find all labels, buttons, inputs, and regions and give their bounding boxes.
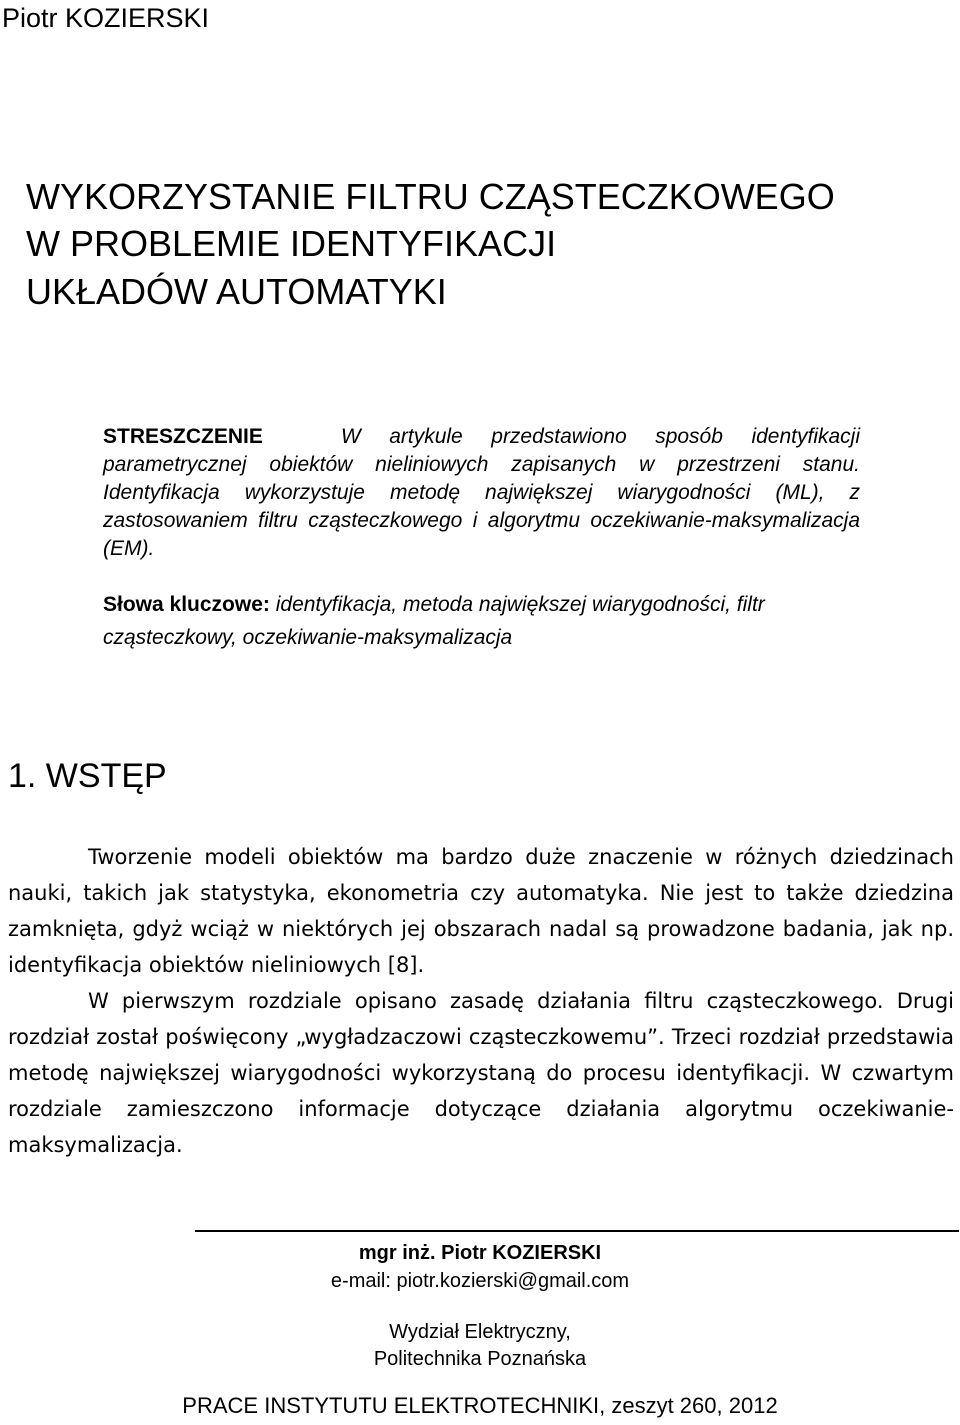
keywords-label: Słowa kluczowe [103,593,263,616]
running-header-author: Piotr KOZIERSKI [2,3,210,33]
footnote-email: e-mail: piotr.kozierski@gmail.com [330,1270,630,1292]
keywords-text: identyfikacja, metoda największej wiarygodności, filtr cząsteczkowy, oczekiwanie-maksymalizacja [103,593,765,649]
footnote-divider [195,1230,959,1232]
title-line-3: UKŁADÓW AUTOMATYKI [26,271,447,312]
abstract [103,423,860,563]
section-heading: 1. WSTĘP [8,757,167,795]
keywords [103,588,860,654]
keywords-colon: : [262,593,276,616]
title-line-2: W PROBLEMIE IDENTYFIKACJI [26,223,557,264]
body-paragraph-2: W pierwszym rozdziale opisano zasadę działania filtru cząsteczkowego. Drugi rozdział został poświęcony „wygładzaczowi cząsteczkowemu”. Trzeci rozdział przedstawia metodę największej wiarygodności wykorzystaną do procesu identyfikacji. W czwartym rozdziale zamieszczono informacje dotyczące działania algorytmu oczekiwanie-maksymalizacja. [8,989,954,1157]
footnote-department: Wydział Elektryczny, [389,1321,571,1343]
footnote-author-name: mgr inż. Piotr KOZIERSKI [358,1242,602,1264]
journal-footer: PRACE INSTYTUTU ELEKTROTECHNIKI, zeszyt 260, 2012 [182,1393,778,1418]
body-paragraph-1: Tworzenie modeli obiektów ma bardzo duże znaczenie w różnych dziedzinach nauki, takich jak statystyka, ekonometria czy automatyka. Nie jest to także dziedzina zamknięta, gdyż wciąż w niektórych jej obszarach nadal są prowadzone badania, jak np. identyfikacja obiektów nieliniowych [8]. [8,845,954,977]
footnote-university: Politechnika Poznańska [373,1348,587,1370]
abstract-text: W artykule przedstawiono sposób identyfikacji parametrycznej obiektów nieliniowych zapisanych w przestrzeni stanu. Identyfikacja wykorzystuje metodę największej wiarygodności (ML), z zastosowaniem filtru cząsteczkowego i algorytmu oczekiwanie-maksymalizacja (EM). [103,425,860,560]
abstract-label: STRESZCZENIE [103,425,263,448]
title-line-1: WYKORZYSTANIE FILTRU CZĄSTECZKOWEGO [26,176,835,217]
section-body [8,839,954,1163]
